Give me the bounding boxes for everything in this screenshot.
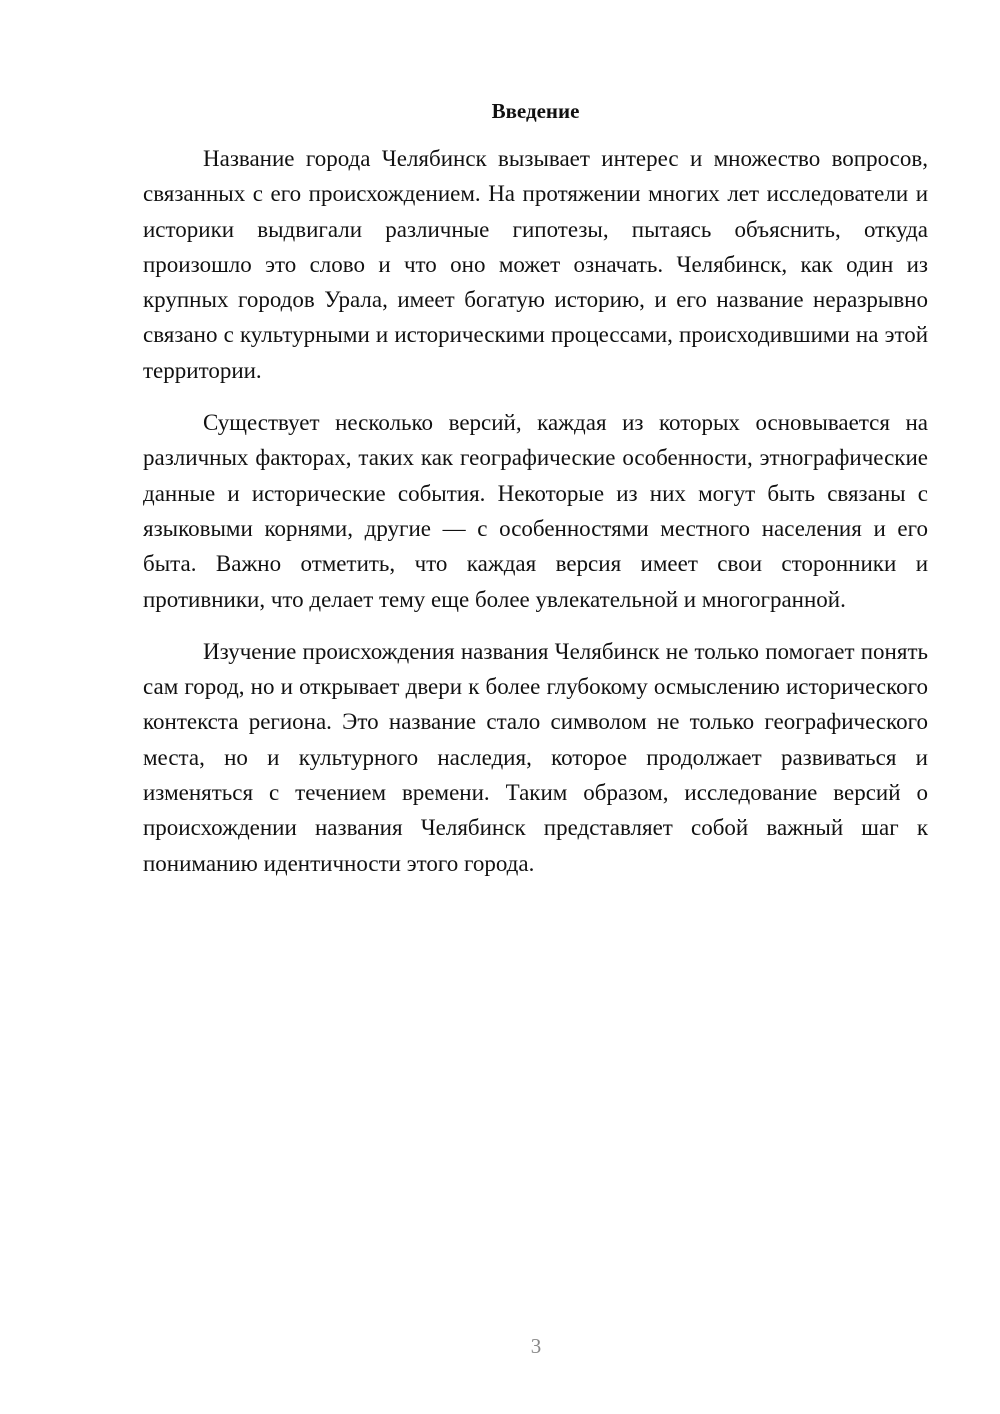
paragraph-3: Изучение происхождения названия Челябинск не только помогает понять сам город, но и открывает двери к более глубокому осмыслению исторического контекста региона. Это название стало символом не только географического места, но и культурного наследия, которое продолжает развиваться и изменяться с течением времени. Таким образом, исследование версий о происхождении названия Челябинск представляет собой важный шаг к пониманию идентичности этого города. <box>143 638 928 876</box>
paragraph-2: Существует несколько версий, каждая из которых основывается на различных факторах, таких как географические особенности, этнографические данные и исторические события. Некоторые из них могут быть связаны с языковыми корнями, другие — с особенностями местного населения и его быта. Важно отметить, что каждая версия имеет свои сторонники и противники, что делает тему еще более увлекательной и многогранной. <box>143 410 928 612</box>
body-text <box>143 141 928 881</box>
page-number: 3 <box>530 1334 542 1358</box>
section-title: Введение <box>491 99 580 123</box>
paragraph-1: Название города Челябинск вызывает интерес и множество вопросов, связанных с его происхождением. На протяжении многих лет исследователи и историки выдвигали различные гипотезы, пытаясь объяснить, откуда произошло это слово и что оно может означать. Челябинск, как один из крупных городов Урала, имеет богатую историю, и его название неразрывно связано с культурными и историческими процессами, происходившими на этой территории. <box>143 146 928 383</box>
